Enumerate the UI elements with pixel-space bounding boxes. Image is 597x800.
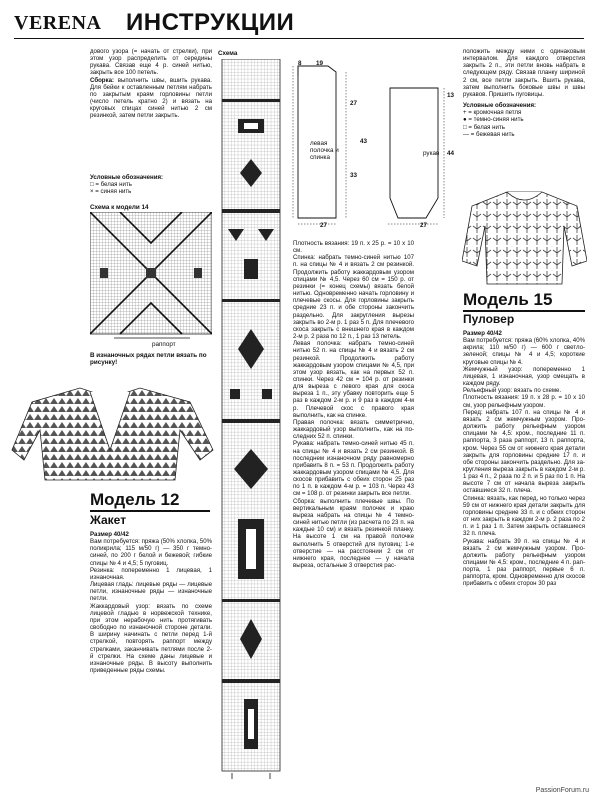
dim-3: 27 (350, 100, 358, 107)
scheme-caption: Схема (218, 50, 238, 57)
legend12-edge: + = кромочная петля (463, 109, 522, 117)
dim-6: 27 (320, 222, 328, 229)
model15-seed: Жемчужный узор: попеременно 1 лицевая, 1 изнаночная, узор смещать в каждом ряду. (463, 365, 585, 388)
middle-text (293, 240, 414, 569)
scheme14-caption: Схема к модели 14 (90, 204, 149, 211)
assembly-body: выполнить швы, вшить рукава. Для бейки к оставленным петлям набрать по закрытым краям горловины петли (число петель кратно 2) и вязать на круговых спицах синей нитью 2 см резинкой, затем петли закрыть. (90, 76, 212, 120)
model15-text (463, 330, 585, 588)
model12-size: Размер 40/42 (90, 531, 129, 538)
header-rule (14, 38, 584, 39)
rapport-label: раппорт (152, 341, 176, 348)
intro-paragraph: дового узора (= начать от стрелки), при этом узор распределить от середины рукава. Связав еще 4 р. синей нитью, закрыть все 100 петель. (90, 48, 212, 77)
legend-white: □ = белая нить (90, 181, 132, 189)
model15-size: Размер 40/42 (463, 330, 502, 337)
dim-9: 44 (447, 150, 455, 157)
legend12-navy: ● = темно-синяя нить (463, 116, 524, 124)
model12-stockinette: Лицевая гладь: лицевые ряды — лицевые петли, изнаночные ряды — изнаночные петли. (90, 581, 212, 603)
legend12-beige: — = бежевая нить (463, 130, 515, 138)
legend12-white: □ = белая нить (463, 123, 505, 131)
dim-1: 8 (298, 60, 302, 67)
jacket-illustration (10, 380, 215, 485)
model15-density: Плотность вязания: 19 п. х 28 р. = 10 х 10 см, узор рельефным узором. (463, 394, 585, 409)
sleeve-label: рукав (423, 150, 440, 157)
front-panel-label: левая полочка и спинка (310, 140, 339, 161)
model15-subtitle: Пуловер (463, 312, 515, 326)
dim-8: 13 (447, 92, 455, 99)
model12-jacquard: Жаккардовый узор: вязать по схеме лицевой гладью в норвежской технике, при этом нерабочую нить протягивать свободно по изнаночной стороне детали. В ширину начинать с петли перед 1-й стрелкой, повторять раппорт между стрелками, заканчивать петлями после 2-й стрелки. На схеме даны лицевые и изнаночные ряды. В высоту выполнить приведенные ряды схемы. (90, 602, 212, 674)
model15-sleeves: Рукава: набрать 39 п. на спицы № 4 и вязать 2 см жемчужным узором. Продолжить работу рельефным узором спицами № 4,5: кром., последние 4 п. раппорта, 1 раз раппорт, первые 6 п. раппорта, кром. Одновременно для скосов прибавить с обеих сторон 30 раз (463, 537, 585, 588)
legend12-heading: Условные обозначения: (463, 102, 537, 110)
right-top-text (463, 48, 585, 138)
dim-4: 33 (350, 172, 358, 179)
model12-rule (90, 510, 210, 512)
model12-subtitle: Жакет (90, 513, 127, 527)
legend-14 (90, 174, 212, 195)
model12-rib: Резинка: попеременно 1 лицевая, 1 изнаночная. (90, 566, 212, 581)
dim-2: 19 (316, 60, 324, 67)
assembly-heading: Сборка: (90, 76, 114, 84)
legend-heading: Условные обозначения: (90, 174, 164, 181)
dim-7: 27 (420, 222, 428, 229)
continuation-paragraph: положить между ними с одинаковым интервалом. Для каждого отверстия закрыть 2 п., эти петли вновь набрать в следующем ряду. Связав планку шириной 2 см, все петли закрыть. Вшить рукава, затем выполнить боковые швы и швы рукавов. Пришить пуговицы. (463, 48, 585, 98)
model15-materials: Вам потребуется: пряжа (60% хлопка, 40% акрила; 110 м/50 г) — 600 г светлозеленой; спицы № 4 и 4,5; короткие круговые спицы № 4. (463, 337, 585, 366)
model15-title: Модель 15 (463, 290, 553, 309)
brand-logo: VERENA (14, 12, 102, 34)
model12-title: Модель 12 (90, 490, 180, 509)
right-front-paragraph: Правая полочка: вязать симметрично, жаккардовый узор выполнить, как на последних 52 п. спинки. (293, 418, 414, 441)
model12-materials: Вам потребуется: пряжа (50% хлопка, 50% поликрила; 115 м/50 г) — 350 г темно-синей, по 200 г белой и бежевой; гибкие спицы № 4 и 4,5; 5 пуговиц. (90, 538, 212, 567)
footer-watermark: PassionForum.ru (535, 787, 589, 794)
back-paragraph: Спинка: набрать темно-синей нитью 107 п. на спицы № 4 и вязать 2 см резинкой. Продолжить работу жаккардовым узором спицами № 4,5. Через 60 см = 150 р. от резинки (= конец схемы) вязать белой нитью. Одновременно начать горловину и плечевые скосы. Для горловины закрыть средние 23 п. и обе стороны закончить раздельно. Для закругления вырезы закрыть во 2-м р. 1 раз 5 п. Для плечевого скоса закрыть с внешнего края в каждом 2-м р. 2 раза по 12 п., 1 раз 13 петель. (293, 254, 414, 341)
scheme14-chart (90, 212, 212, 340)
density-paragraph: Плотность вязания: 19 п. х 25 р. = 10 х 10 см. (293, 240, 414, 255)
left-top-text (90, 48, 212, 120)
model12-text (90, 531, 212, 674)
dim-5: 43 (360, 138, 368, 145)
left-front-paragraph: Левая полочка: набрать темно-синей нитью 52 п. на спицы № 4 и вязать 2 см резинкой. Продолжить работу жаккардовым узором спицами № 4,5, при этом узор вязать, как на первых 52 п. спинки. Через 42 см = 104 р. от резинки для выреза с левого края для скоса выреза 1 п., эту убавку повторить еще 5 раз в каждом 2-м р. и 9 раз в каждом 4-м р. Плечевой скос с правого края выполнить, как на спинке. (293, 340, 414, 419)
model15-front: Перед: набрать 107 п. на спицы № 4 и вязать 2 см жемчужным узором. Продолжить работу рельефным узором спицами № 4,5: кром., последние 11 п. раппорта, 3 раза раппорт, 13 п. раппорта, кром. Через 55 см от нижнего края детали закрыть для горловины средние 17 п. и обе стороны закончить раздельно. Для закругления выреза закрыть в каждом 2-м р. 1 раз 4 п., 2 раза по 2 п. и 5 раз по 1 п. На высоте 7 см от начала выреза закрыть оставшиеся 32 п. плеча. (463, 408, 585, 495)
page-title: ИНСТРУКЦИИ (126, 9, 295, 36)
model15-back: Спинка: вязать, как перед, но только через 59 см от нижнего края детали закрыть для горловины средние 33 п. и с обеих сторон от них закрыть в каждом 2-м р. 2 раза по 2 п. и 1 раз 1 п. Затем закрыть оставшиеся 32 п. плеча. (463, 494, 585, 538)
legend-blue: × = синяя нить (90, 188, 132, 196)
assembly-paragraph: Сборка: выполнить плечевые швы. По вертикальным краям полочек и краю выреза набрать на спицы № 4 темно-синей нитью петли (из расчета по 23 п. на каждые 10 см) и вязать резинкой планку. На высоте 1 см на правой полочке выполнить 5 отверстий для пуговиц: 1-е отверстие — на расстоянии 2 см от нижнего края, последнее — у начала выреза, остальные 3 отверстия рас- (293, 497, 414, 570)
model15-relief: Рельефный узор: вязать по схеме. (463, 387, 562, 395)
sleeves-paragraph: Рукава: набрать темно-синей нитью 45 п. на спицы № 4 и вязать 2 см резинкой. В последнем изнаночном ряду равномерно прибавить 8 п. = 53 п. Продолжить работу жаккардовым узором спицами № 4,5. Для скосов прибавить с обеих сторон 25 раз по 1 п. в каждом 4-м р. = 103 п. Через 43 см = 108 р. от резинки закрыть все петли. (293, 440, 414, 498)
pullover-illustration (462, 186, 587, 286)
tall-scheme-chart (218, 59, 284, 779)
scheme14-note: В изнаночных рядах петли вязать по рисунку! (90, 352, 207, 366)
